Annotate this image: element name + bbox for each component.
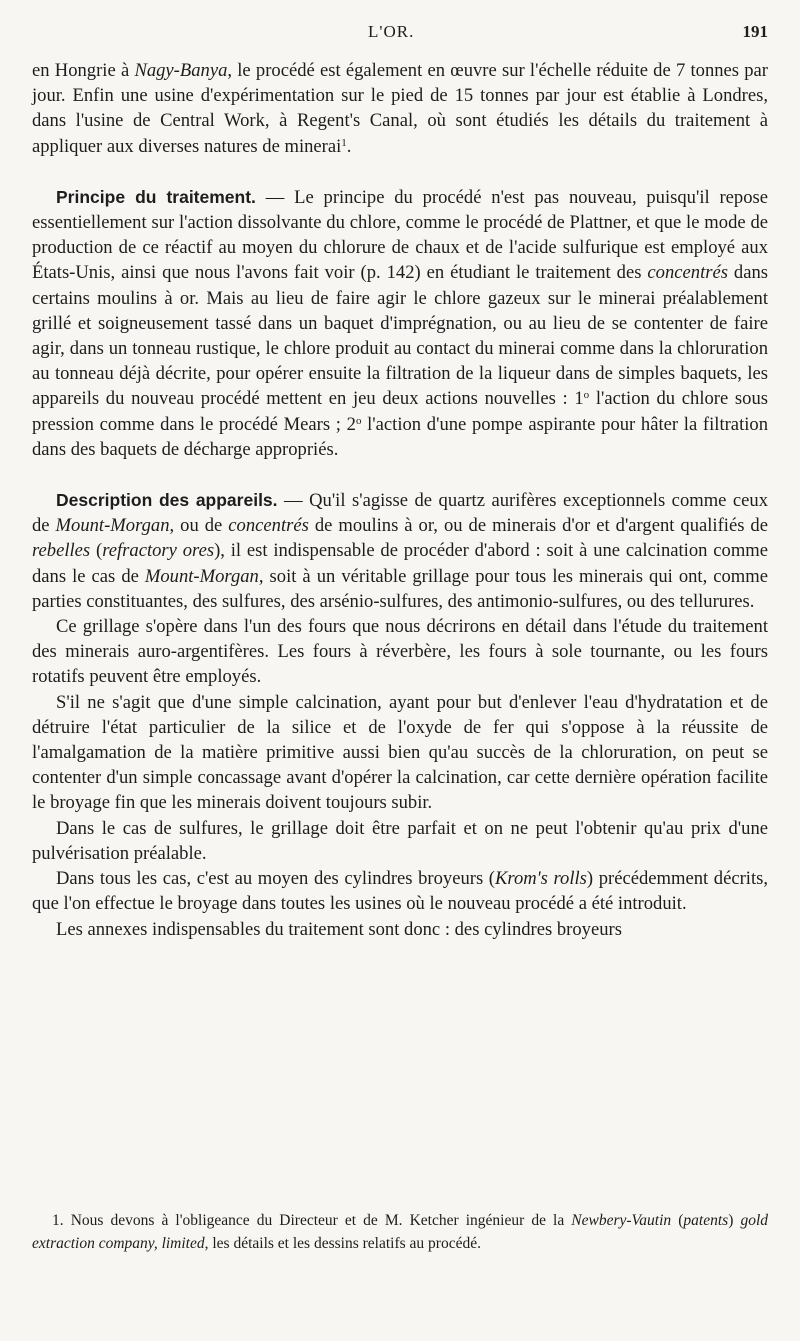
footnote-marker: 1 <box>341 136 347 149</box>
place-name-mount-morgan: Mount-Morgan <box>55 515 170 537</box>
text-run: . <box>346 135 352 157</box>
term-refractory-ores: refractory ores <box>102 540 215 562</box>
text-run: , le procédé est également en œuvre sur l'échelle réduite de 7 tonnes par jour. Enfin une usine d'expérimentation sur le pied de 15 tonnes par jour est établie à Londres, dans l'usine de Central Work, à Regent's Canal, où sont étudiés les détails du traitement à appliquer aux diverses natures de minerai <box>32 60 769 157</box>
text-run: — Le principe du procédé n'est pas nouveau, puisqu'il repose essentiellement sur l'action dissolvante du chlore, comme le procédé de Plattner, et que le mode de production de ce réactif au moyen du chlorure de chaux et de l'acide sulfurique est employé aux États-Unis, ainsi que nous l'avons fait voir (p. 142) en étudiant le traitement des <box>32 186 768 284</box>
ordinal-marker: o <box>583 389 590 402</box>
paragraph-calcination: S'il ne s'agit que d'une simple calcination, ayant pour but d'enlever l'eau d'hydratation et de détruire l'état particulier de la silice et de l'oxyde de fer qui s'oppose à la réussite de l'amalgamation de la matière primitive aussi bien qu'au succès de la chloruration, on peut se contenter d'un simple concassage avant d'opérer la calcination, car cette dernière opération facilite le broyage fin que les minerais doivent toujours subir. <box>32 691 768 814</box>
text-run: , soit à un véritable grillage pour tous les minerais qui ont, comme parties constituantes, des sulfures, des arsénio-sulfures, des antimonio-sulfures, ou des tellurures. <box>32 565 768 612</box>
paragraph-sulfures: Dans le cas de sulfures, le grillage doit être parfait et on ne peut l'obtenir qu'au prix d'une pulvérisation préalable. <box>32 817 768 864</box>
term-concentres: concentrés <box>228 515 309 537</box>
footnote-text <box>32 1209 768 1255</box>
paragraph-cylindres <box>32 866 768 916</box>
paragraph-principe <box>32 185 768 462</box>
place-name-mount-morgan: Mount-Morgan <box>144 565 259 587</box>
section-heading-principe: Principe du traitement. <box>56 186 256 207</box>
company-name: patents <box>683 1212 729 1229</box>
text-run: ( <box>671 1212 684 1229</box>
running-header <box>32 22 768 46</box>
term-rebelles: rebelles <box>32 540 91 562</box>
paragraph-description <box>32 488 768 614</box>
company-name: Newbery-Vautin <box>571 1212 672 1229</box>
text-run: ) <box>728 1212 741 1229</box>
text-run: 1. Nous devons à l'obligeance du Directeur et de M. Ketcher ingénieur de la <box>52 1212 572 1229</box>
body-text <box>32 58 768 942</box>
company-name: gold extraction company, limited <box>32 1212 769 1252</box>
text-run: dans certains moulins à or. Mais au lieu de faire agir le chlore gazeux sur le minerai préalablement grillé et soigneusement tassé dans un baquet d'imprégnation, ou au lieu de se contenter de faire agir, dans un tonneau rustique, le chlore produit au contact du minerai comme dans la chloruration au tonneau déjà décrite, pour opérer ensuite la filtration de la liqueur dans de simples baquets, les appareils du nouveau procédé mettent en jeu deux actions nouvelles : 1 <box>32 262 769 410</box>
place-name-nagy-banya: Nagy-Banya <box>134 60 228 81</box>
text-run: , ou de <box>169 515 229 537</box>
term-concentres: concentrés <box>647 262 728 284</box>
text-run: l'action du chlore sous pression comme dans le procédé Mears ; 2 <box>32 388 768 435</box>
section-heading-description: Description des appareils. <box>56 490 278 511</box>
text-run: ) précédemment décrits, que l'on effectue le broyage dans toutes les usines où le nouveau procédé a été introduit. <box>32 868 768 915</box>
page-number: 191 <box>742 22 768 41</box>
text-run: Dans tous les cas, c'est au moyen des cylindres broyeurs ( <box>56 868 495 890</box>
text-run: de moulins à or, ou de minerais d'or et d'argent qualifiés de <box>308 515 768 537</box>
text-run: ( <box>90 540 103 562</box>
text-run: l'action d'une pompe aspirante pour hâter la filtration dans des baquets de décharge appropriés. <box>32 413 768 460</box>
paragraph-grillage: Ce grillage s'opère dans l'un des fours que nous décrirons en détail dans l'étude du traitement des minerais auro-argentifères. Les fours à réverbère, les fours à sole tournante, ou les fours rotatifs peuvent être employés. <box>32 616 768 688</box>
term-kroms-rolls: Krom's rolls <box>495 868 587 890</box>
text-run: , les détails et les dessins relatifs au procédé. <box>204 1235 481 1252</box>
text-run: — Qu'il s'agisse de quartz aurifères exceptionnels comme ceux de <box>32 490 768 537</box>
text-run: en Hongrie à <box>32 60 135 81</box>
ordinal-marker: o <box>355 414 362 427</box>
footnote <box>32 1209 768 1255</box>
paragraph-annexes: Les annexes indispensables du traitement sont donc : des cylindres broyeurs <box>56 918 622 940</box>
paragraph-1 <box>32 58 768 159</box>
text-run: ), il est indispensable de procéder d'abord : soit à une calcination comme dans le cas de <box>32 540 769 587</box>
running-title: L'OR. <box>368 22 415 41</box>
